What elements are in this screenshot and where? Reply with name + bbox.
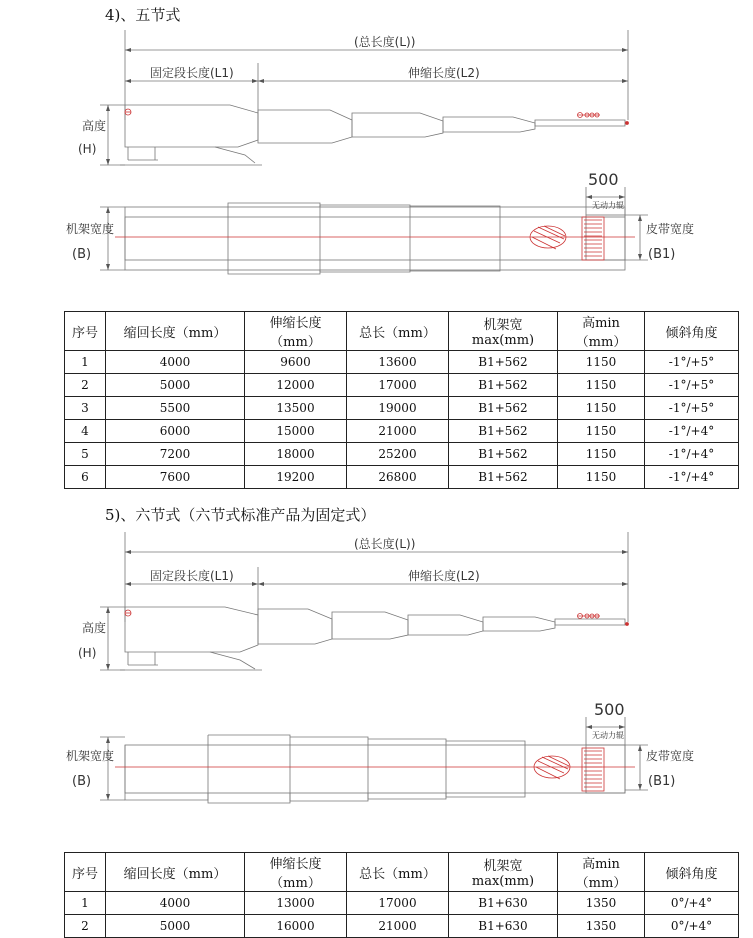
cell: 16000: [245, 915, 347, 938]
header-tilt-angle: 倾斜角度: [645, 312, 739, 351]
five-section-side-view-drawing: [0, 25, 753, 180]
cell: 19200: [245, 466, 347, 489]
cell: -1°/+4°: [645, 443, 739, 466]
header-min-height: 高min（mm）: [558, 853, 645, 892]
cell: 6: [65, 466, 106, 489]
cell: 6000: [106, 420, 245, 443]
unpowered-roller-label: 无动力辊: [592, 731, 624, 740]
section-title-six: 5)、六节式（六节式标准产品为固定式）: [105, 506, 376, 524]
cell: 1350: [558, 915, 645, 938]
frame-width-symbol: (B): [72, 247, 92, 262]
cell: B1+562: [449, 397, 558, 420]
l2-label: 伸缩长度(L2): [408, 569, 480, 583]
belt-width-symbol: (B1): [648, 774, 676, 789]
cell: 21000: [347, 915, 449, 938]
cell: 1150: [558, 374, 645, 397]
header-extend-length: 伸缩长度（mm）: [245, 853, 347, 892]
cell: 15000: [245, 420, 347, 443]
cell: B1+630: [449, 915, 558, 938]
cell: B1+562: [449, 443, 558, 466]
cell: 21000: [347, 420, 449, 443]
header-retracted-length: 缩回长度（mm）: [106, 853, 245, 892]
total-length-label: (总长度(L)): [354, 537, 416, 551]
cell: B1+562: [449, 374, 558, 397]
total-length-label: (总长度(L)): [354, 35, 416, 49]
six-section-spec-table: [64, 852, 739, 938]
cell: 25200: [347, 443, 449, 466]
table-row: [65, 351, 739, 374]
cell: 3: [65, 397, 106, 420]
cell: 2: [65, 915, 106, 938]
cell: 4: [65, 420, 106, 443]
cell: 1: [65, 351, 106, 374]
belt-width-label: 皮带宽度: [646, 749, 695, 763]
cell: 18000: [245, 443, 347, 466]
header-frame-width: 机架宽max(mm): [449, 312, 558, 351]
cell: 13600: [347, 351, 449, 374]
height-label: 高度: [82, 119, 107, 133]
cell: B1+562: [449, 420, 558, 443]
cell: 1150: [558, 420, 645, 443]
header-index: 序号: [65, 853, 106, 892]
header-total-length: 总长（mm）: [347, 853, 449, 892]
header-tilt-angle: 倾斜角度: [645, 853, 739, 892]
six-section-top-view-drawing: [0, 695, 753, 830]
table-row: [65, 374, 739, 397]
cell: -1°/+4°: [645, 466, 739, 489]
cell: 1150: [558, 351, 645, 374]
table-header-row: [65, 312, 739, 351]
cell: 1150: [558, 466, 645, 489]
table-row: [65, 397, 739, 420]
table-row: [65, 892, 739, 915]
cell: -1°/+5°: [645, 351, 739, 374]
five-section-top-view-drawing: [0, 165, 753, 300]
unpowered-roller-label: 无动力辊: [592, 201, 624, 210]
cell: -1°/+5°: [645, 374, 739, 397]
height-symbol: (H): [78, 646, 97, 660]
l1-label: 固定段长度(L1): [150, 66, 234, 80]
cell: 1150: [558, 397, 645, 420]
frame-width-label: 机架宽度: [66, 749, 115, 763]
header-extend-length: 伸缩长度（mm）: [245, 312, 347, 351]
cell: 13500: [245, 397, 347, 420]
l1-label: 固定段长度(L1): [150, 569, 234, 583]
cell: 4000: [106, 892, 245, 915]
cell: -1°/+5°: [645, 397, 739, 420]
table-row: [65, 466, 739, 489]
table-row: [65, 915, 739, 938]
header-total-length: 总长（mm）: [347, 312, 449, 351]
cell: 7600: [106, 466, 245, 489]
cell: 1150: [558, 443, 645, 466]
cell: 5500: [106, 397, 245, 420]
cell: 0°/+4°: [645, 915, 739, 938]
table-header-row: [65, 853, 739, 892]
cell: B1+630: [449, 892, 558, 915]
belt-width-symbol: (B1): [648, 247, 676, 262]
cell: 4000: [106, 351, 245, 374]
cell: 7200: [106, 443, 245, 466]
header-frame-width: 机架宽max(mm): [449, 853, 558, 892]
five-section-spec-table: [64, 311, 739, 489]
cell: 9600: [245, 351, 347, 374]
cell: 2: [65, 374, 106, 397]
height-symbol: (H): [78, 142, 97, 156]
frame-width-label: 机架宽度: [66, 222, 115, 236]
dim-500-label: 500: [588, 170, 619, 189]
cell: 12000: [245, 374, 347, 397]
section-title-five: 4)、五节式: [105, 6, 181, 24]
cell: 5: [65, 443, 106, 466]
cell: 13000: [245, 892, 347, 915]
table-row: [65, 443, 739, 466]
height-label: 高度: [82, 621, 107, 635]
header-retracted-length: 缩回长度（mm）: [106, 312, 245, 351]
cell: 26800: [347, 466, 449, 489]
cell: B1+562: [449, 466, 558, 489]
cell: B1+562: [449, 351, 558, 374]
cell: 17000: [347, 374, 449, 397]
belt-width-label: 皮带宽度: [646, 222, 695, 236]
cell: 5000: [106, 915, 245, 938]
cell: 5000: [106, 374, 245, 397]
frame-width-symbol: (B): [72, 774, 92, 789]
cell: 0°/+4°: [645, 892, 739, 915]
cell: 19000: [347, 397, 449, 420]
header-min-height: 高min（mm）: [558, 312, 645, 351]
dim-500-label: 500: [594, 700, 625, 719]
cell: 17000: [347, 892, 449, 915]
header-index: 序号: [65, 312, 106, 351]
l2-label: 伸缩长度(L2): [408, 66, 480, 80]
cell: 1350: [558, 892, 645, 915]
cell: -1°/+4°: [645, 420, 739, 443]
cell: 1: [65, 892, 106, 915]
six-section-side-view-drawing: [0, 527, 753, 682]
table-row: [65, 420, 739, 443]
